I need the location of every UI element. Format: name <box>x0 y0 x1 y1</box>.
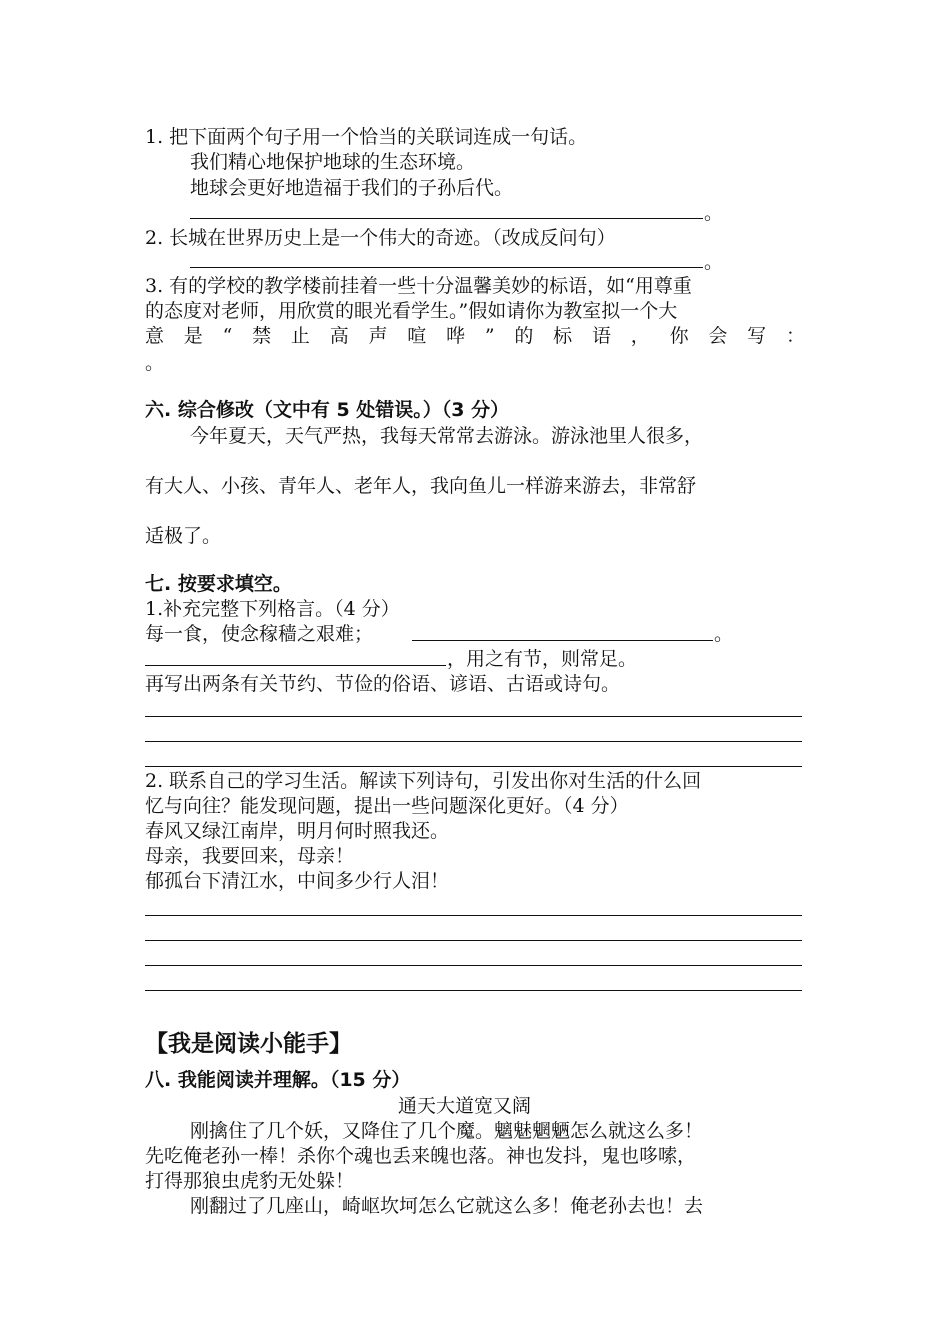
writing-line[interactable] <box>145 990 802 991</box>
proverb-blank-1[interactable] <box>412 640 713 641</box>
writing-line[interactable] <box>145 766 802 767</box>
writing-line[interactable] <box>145 716 802 717</box>
section-6-paragraph-line-3: 适极了。 <box>145 525 222 547</box>
section-7-q2-line-2: 忆与向往？能发现问题，提出一些问题深化更好。（4 分） <box>145 795 629 817</box>
writing-line[interactable] <box>145 741 802 742</box>
writing-line[interactable] <box>145 965 802 966</box>
section-6-paragraph-line-2: 有大人、小孩、青年人、老年人，我向鱼儿一样游来游去，非常舒 <box>145 475 697 497</box>
writing-line[interactable] <box>145 940 802 941</box>
passage-line-3: 打得那狼虫虎豹无处躲！ <box>145 1170 355 1192</box>
question-3-line-1: 3. 有的学校的教学楼前挂着一些十分温馨美妙的标语，如“用尊重 <box>145 275 692 297</box>
proverb-blank-2[interactable] <box>145 665 446 666</box>
proverb-line-2: ，用之有节，则常足。 <box>447 648 638 670</box>
question-3-line-2: 的态度对老师，用欣赏的眼光看学生。”假如请你为教室拟一个大 <box>145 300 678 322</box>
section-8-heading: 八. 我能阅读并理解。（15 分） <box>145 1069 411 1091</box>
question-1-sentence-2: 地球会更好地造福于我们的子孙后代。 <box>190 177 514 199</box>
section-7-q2-line-1: 2. 联系自己的学习生活。解读下列诗句，引发出你对生活的什么回 <box>145 770 702 792</box>
section-6-paragraph-line-1: 今年夏天，天气严热，我每天常常去游泳。游泳池里人很多， <box>190 425 704 447</box>
reading-banner: 【我是阅读小能手】 <box>145 1031 352 1057</box>
question-1-sentence-1: 我们精心地保护地球的生态环境。 <box>190 151 476 173</box>
poem-line-1: 春风又绿江南岸，明月何时照我还。 <box>145 820 450 842</box>
proverb-line-1: 每一食，使念稼穑之艰难； <box>145 623 374 645</box>
answer-line-q2[interactable] <box>190 267 703 268</box>
poem-line-3: 郁孤台下清江水，中间多少行人泪！ <box>145 870 450 892</box>
passage-title: 通天大道宽又阔 <box>398 1095 532 1117</box>
writing-line[interactable] <box>145 915 802 916</box>
answer-period-q1: 。 <box>704 202 724 224</box>
section-7-q1-extra-prompt: 再写出两条有关节约、节俭的俗语、谚语、古语或诗句。 <box>145 673 621 695</box>
question-2-prompt: 2. 长城在世界历史上是一个伟大的奇迹。（改成反问句） <box>145 227 616 249</box>
question-3-line-3: 意 是 “ 禁 止 高 声 喧 哗 ” 的 标 语 ， 你 会 写 ： <box>145 325 805 347</box>
poem-line-2: 母亲，我要回来，母亲！ <box>145 845 355 867</box>
section-7-heading: 七. 按要求填空。 <box>145 573 292 595</box>
section-7-q1-prompt: 1.补充完整下列格言。（4 分） <box>145 598 400 620</box>
answer-line-q1[interactable] <box>190 218 703 219</box>
question-1-prompt: 1. 把下面两个句子用一个恰当的关联词连成一句话。 <box>145 126 588 148</box>
passage-line-4: 刚翻过了几座山，崎岖坎坷怎么它就这么多！俺老孙去也！去 <box>190 1195 704 1217</box>
passage-line-1: 刚擒住了几个妖，又降住了几个魔。魑魅魍魉怎么就这么多！ <box>190 1120 704 1142</box>
question-3-line-4: 。 <box>145 352 165 374</box>
passage-line-2: 先吃俺老孙一棒！杀你个魂也丢来魄也落。神也发抖，鬼也哆嗦， <box>145 1145 697 1167</box>
answer-period-q2: 。 <box>704 251 724 273</box>
section-6-heading: 六. 综合修改（文中有 5 处错误。）（3 分） <box>145 399 510 421</box>
proverb-line-1-end: 。 <box>714 623 734 645</box>
